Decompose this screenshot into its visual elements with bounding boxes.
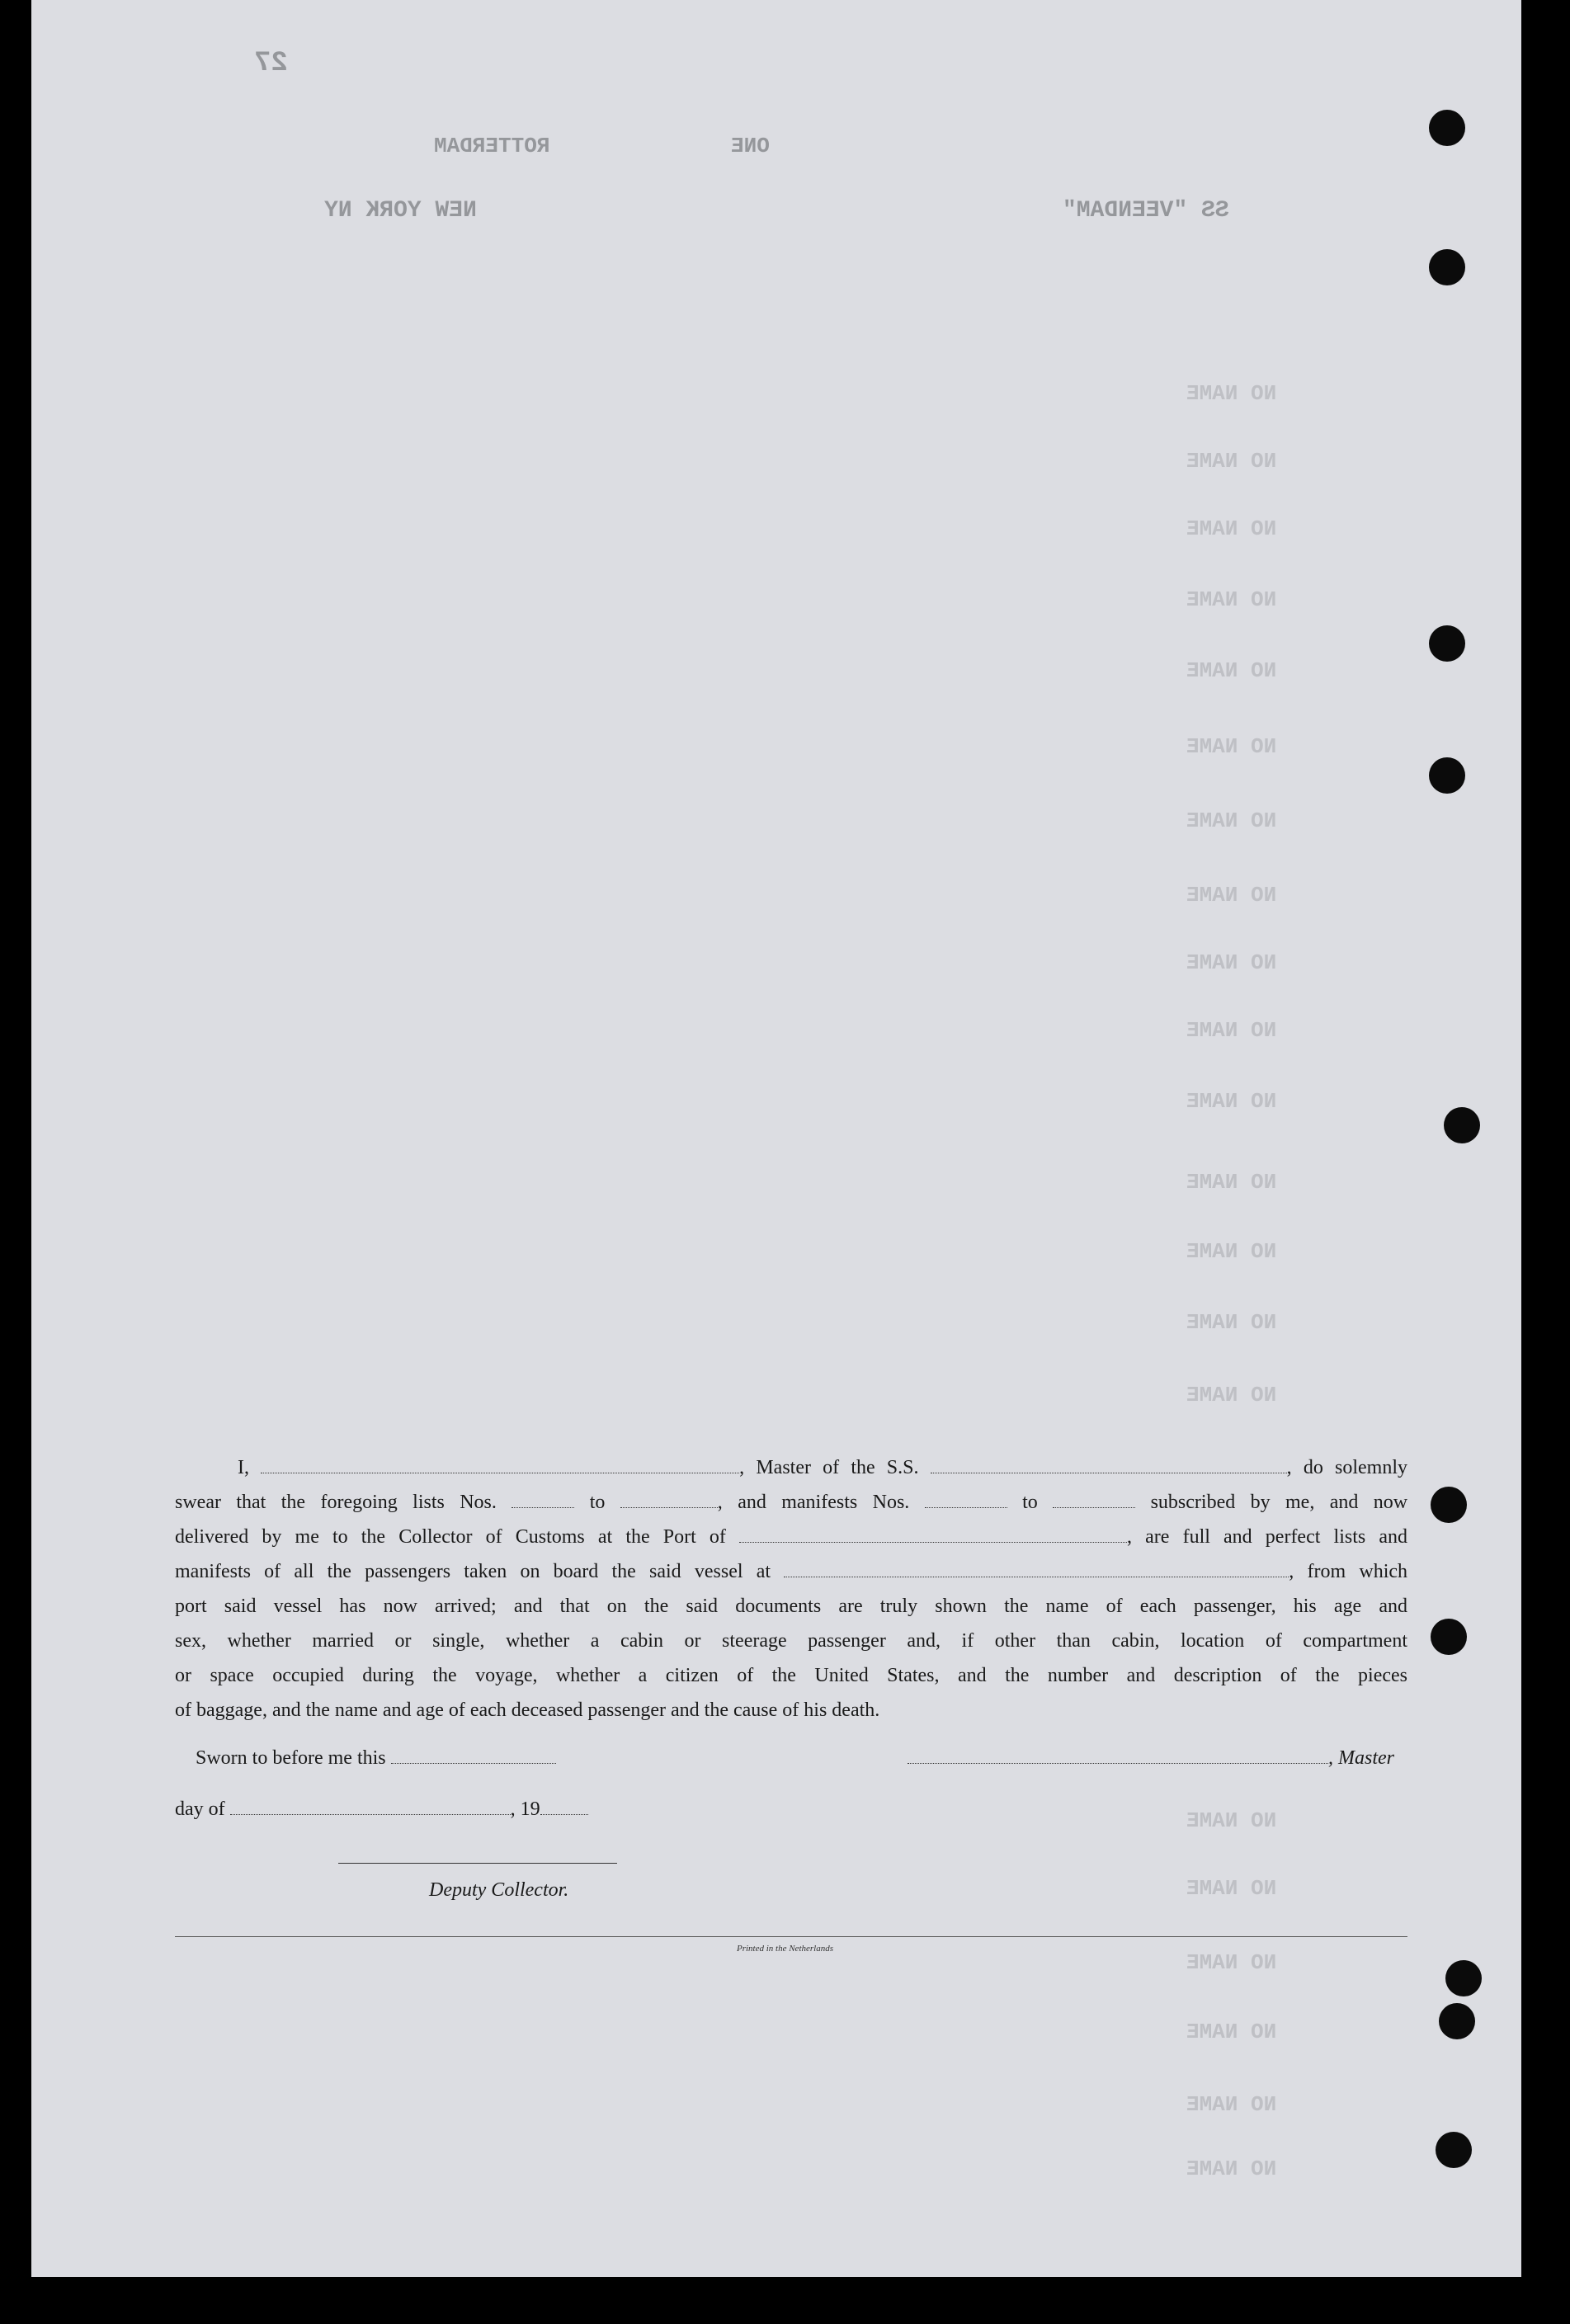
bleed-name-entry: NO NAME (1186, 658, 1277, 683)
printed-in-label: Printed in the Netherlands (736, 1944, 833, 1954)
year-label: , 19 (510, 1798, 540, 1820)
oath-line-5: port said vessel has now arrived; and that on the said documents are truly shown the name of each passenger, his age and (175, 1596, 1407, 1617)
ship-name-blank[interactable] (931, 1458, 1287, 1473)
sworn-row (196, 1747, 556, 1770)
bleed-name-entry: NO NAME (1186, 2020, 1277, 2044)
day-row (175, 1798, 588, 1821)
lists-from-blank[interactable] (512, 1492, 574, 1508)
bleed-name-entry: NO NAME (1186, 1089, 1277, 1114)
oath-delivered: delivered by me to the Collector of Customs at the Port of (175, 1526, 726, 1548)
oath-line-8: of baggage, and the name and age of each deceased passenger and the cause of his death. (175, 1699, 880, 1721)
oath-i: I, (238, 1457, 249, 1478)
bleed-number: 27 (254, 48, 288, 79)
bleed-name-entry: NO NAME (1186, 516, 1277, 541)
bleed-name-entry: NO NAME (1186, 734, 1277, 759)
bleed-destination: NEW YORK NY (324, 198, 477, 224)
punch-hole (1431, 1487, 1467, 1523)
bleed-name-entry: NO NAME (1186, 587, 1277, 612)
deputy-signature-line[interactable] (338, 1863, 617, 1864)
bleed-name-entry: NO NAME (1186, 1808, 1277, 1833)
oath-from-which: , from which (1289, 1561, 1408, 1582)
punch-hole (1429, 110, 1465, 146)
punch-hole (1436, 2132, 1472, 2168)
master-signature-row (908, 1747, 1394, 1770)
oath-subscribed: subscribed by me, and now (1150, 1492, 1408, 1513)
bleed-name-entry: NO NAME (1186, 1876, 1277, 1901)
oath-solemnly: , do solemnly (1286, 1457, 1408, 1478)
punch-hole (1429, 625, 1465, 662)
oath-line-7: or space occupied during the voyage, whether a citizen of the United States, and the number and description of the pieces (175, 1665, 1407, 1686)
oath-to: to (589, 1492, 606, 1513)
punch-hole (1445, 1960, 1482, 1996)
oath-text (175, 1450, 1407, 1728)
footer-rule (175, 1936, 1407, 1937)
bleed-name-entry: NO NAME (1186, 2092, 1277, 2117)
oath-manifests-nos: , and manifests Nos. (717, 1492, 910, 1513)
month-blank[interactable] (230, 1799, 511, 1815)
bleed-name-entry: NO NAME (1186, 381, 1277, 406)
bleed-name-entry: NO NAME (1186, 1950, 1277, 1975)
oath-manifests: manifests of all the passengers taken on board the said vessel at (175, 1561, 771, 1582)
day-of-label: day of (175, 1798, 225, 1820)
bleed-one: ONE (731, 134, 770, 158)
punch-hole (1444, 1107, 1480, 1143)
bleed-ship: SS "VEENDAM" (1063, 198, 1229, 224)
bleed-name-entry: NO NAME (1186, 1170, 1277, 1195)
deputy-collector-label: Deputy Collector. (429, 1879, 569, 1901)
port-blank[interactable] (739, 1527, 1127, 1543)
bleed-name-entry: NO NAME (1186, 1239, 1277, 1264)
oath-to-2: to (1022, 1492, 1038, 1513)
document-page (31, 0, 1521, 2277)
bleed-name-entry: NO NAME (1186, 449, 1277, 474)
oath-line-6: sex, whether married or single, whether a cabin or steerage passenger and, if other than cabin, location of compartment (175, 1630, 1407, 1652)
master-label: , Master (1328, 1747, 1394, 1769)
lists-to-blank[interactable] (620, 1492, 718, 1508)
punch-hole (1431, 1619, 1467, 1655)
sworn-label: Sworn to before me this (196, 1747, 386, 1769)
master-name-blank[interactable] (261, 1458, 739, 1473)
bleed-name-entry: NO NAME (1186, 1310, 1277, 1335)
punch-hole (1439, 2003, 1475, 2039)
bleed-name-entry: NO NAME (1186, 950, 1277, 975)
manifests-from-blank[interactable] (925, 1492, 1007, 1508)
bleed-name-entry: NO NAME (1186, 1383, 1277, 1407)
bleed-rotterdam: ROTTERDAM (434, 134, 550, 158)
bleed-name-entry: NO NAME (1186, 808, 1277, 833)
bleed-name-entry: NO NAME (1186, 2157, 1277, 2181)
year-blank[interactable] (540, 1799, 588, 1815)
oath-full-perfect: , are full and perfect lists and (1127, 1526, 1407, 1548)
bleed-name-entry: NO NAME (1186, 883, 1277, 907)
sworn-date-blank[interactable] (391, 1748, 556, 1764)
embark-port-blank[interactable] (784, 1562, 1289, 1577)
punch-hole (1429, 757, 1465, 794)
oath-lists-nos: swear that the foregoing lists Nos. (175, 1492, 497, 1513)
oath-master-of-ss: , Master of the S.S. (739, 1457, 919, 1478)
punch-hole (1429, 249, 1465, 285)
master-signature-blank[interactable] (908, 1748, 1328, 1764)
bleed-name-entry: NO NAME (1186, 1018, 1277, 1043)
manifests-to-blank[interactable] (1053, 1492, 1135, 1508)
